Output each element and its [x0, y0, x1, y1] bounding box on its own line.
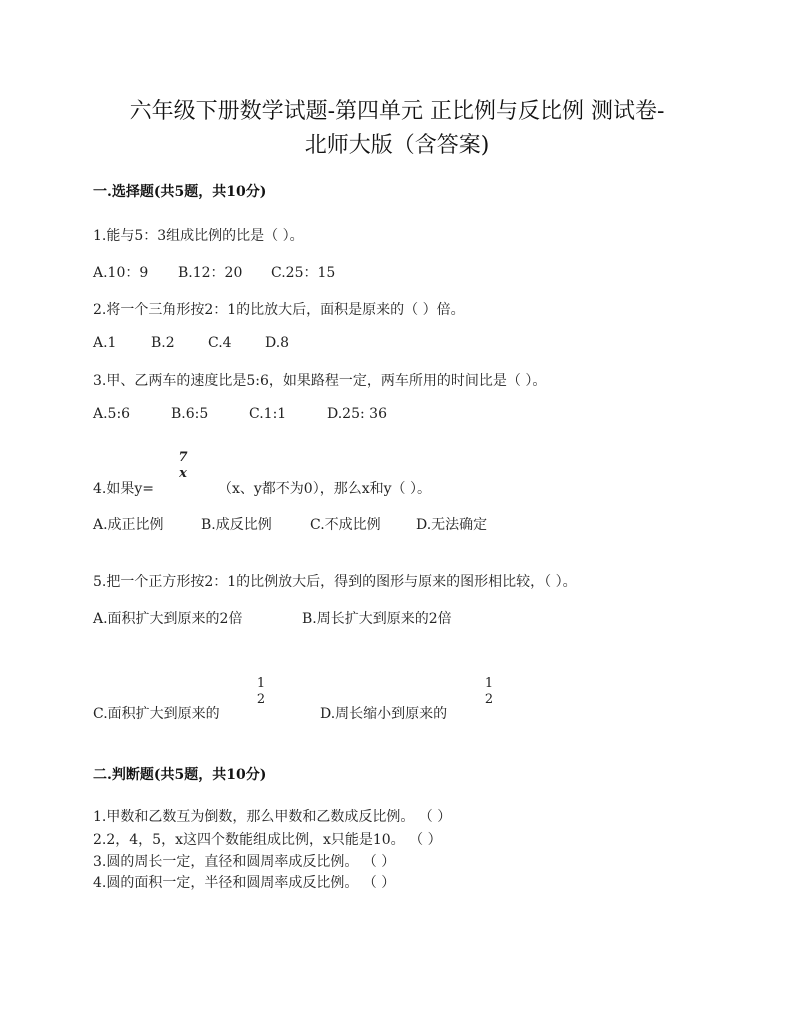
question-3-option-c: C.1:1 — [249, 406, 287, 422]
judgement-item-3: 3.圆的周长一定，直径和圆周率成反比例。 （ ） — [93, 854, 396, 870]
question-5-option-d-fraction — [482, 676, 496, 708]
question-2-option-c: C.4 — [208, 335, 232, 351]
question-3-stem: 3.甲、乙两车的速度比是5:6，如果路程一定，两车所用的时间比是（ ）。 — [93, 373, 547, 389]
question-5-option-d: D.周长缩小到原来的 — [320, 706, 448, 722]
question-5-option-d-fraction-numerator: 1 — [484, 676, 494, 691]
question-2-option-a: A.1 — [93, 335, 117, 351]
question-3-option-b: B.6:5 — [171, 406, 209, 422]
question-1-stem: 1.能与5：3组成比例的比是（ ）。 — [93, 228, 304, 244]
judgement-item-4: 4.圆的面积一定，半径和圆周率成反比例。 （ ） — [93, 875, 396, 891]
question-2-option-d: D.8 — [265, 335, 290, 351]
judgement-item-1: 1.甲数和乙数互为倒数，那么甲数和乙数成反比例。 （ ） — [93, 809, 452, 825]
page-title-line-1: 六年级下册数学试题-第四单元 正比例与反比例 测试卷- — [129, 99, 665, 124]
page-title-line-2: 北师大版（含答案) — [304, 133, 490, 158]
question-4-option-d: D.无法确定 — [416, 517, 488, 533]
question-4-option-b: B.成反比例 — [201, 517, 272, 533]
question-1-option-c: C.25：15 — [271, 265, 336, 281]
question-5-option-c-fraction — [254, 676, 268, 708]
question-5-option-c-fraction-numerator: 1 — [256, 676, 266, 691]
question-4-stem-prefix: 4.如果y= — [93, 481, 154, 497]
question-5-option-c-fraction-denominator: 2 — [256, 692, 266, 707]
question-1-option-a: A.10：9 — [93, 265, 149, 281]
question-5-option-d-fraction-denominator: 2 — [484, 692, 494, 707]
question-4-stem-suffix: （x、y都不为0），那么x和y（ ）。 — [218, 481, 431, 497]
question-5-stem: 5.把一个正方形按2：1的比例放大后，得到的图形与原来的图形相比较，（ ）。 — [93, 574, 577, 590]
question-2-stem: 2.将一个三角形按2：1的比放大后，面积是原来的（ ）倍。 — [93, 302, 465, 318]
judgement-item-2: 2.2，4，5，x这四个数能组成比例，x只能是10。 （ ） — [93, 832, 442, 848]
question-2-option-b: B.2 — [151, 335, 175, 351]
question-1-option-b: B.12：20 — [178, 265, 243, 281]
question-4-option-c: C.不成比例 — [310, 517, 381, 533]
question-5-option-b: B.周长扩大到原来的2倍 — [302, 611, 452, 627]
question-4-option-a: A.成正比例 — [93, 517, 164, 533]
section-heading-choice: 一.选择题(共5题，共10分) — [93, 184, 267, 200]
question-5-option-c: C.面积扩大到原来的 — [93, 706, 220, 722]
question-5-option-a: A.面积扩大到原来的2倍 — [93, 611, 243, 627]
section-heading-judgement: 二.判断题(共5题，共10分) — [93, 767, 267, 783]
question-4-fraction-numerator: 7 — [178, 450, 188, 465]
question-3-option-a: A.5:6 — [93, 406, 131, 422]
question-4-fraction — [176, 450, 190, 482]
question-3-option-d: D.25: 36 — [327, 406, 387, 422]
question-4-fraction-denominator: x — [179, 466, 187, 481]
